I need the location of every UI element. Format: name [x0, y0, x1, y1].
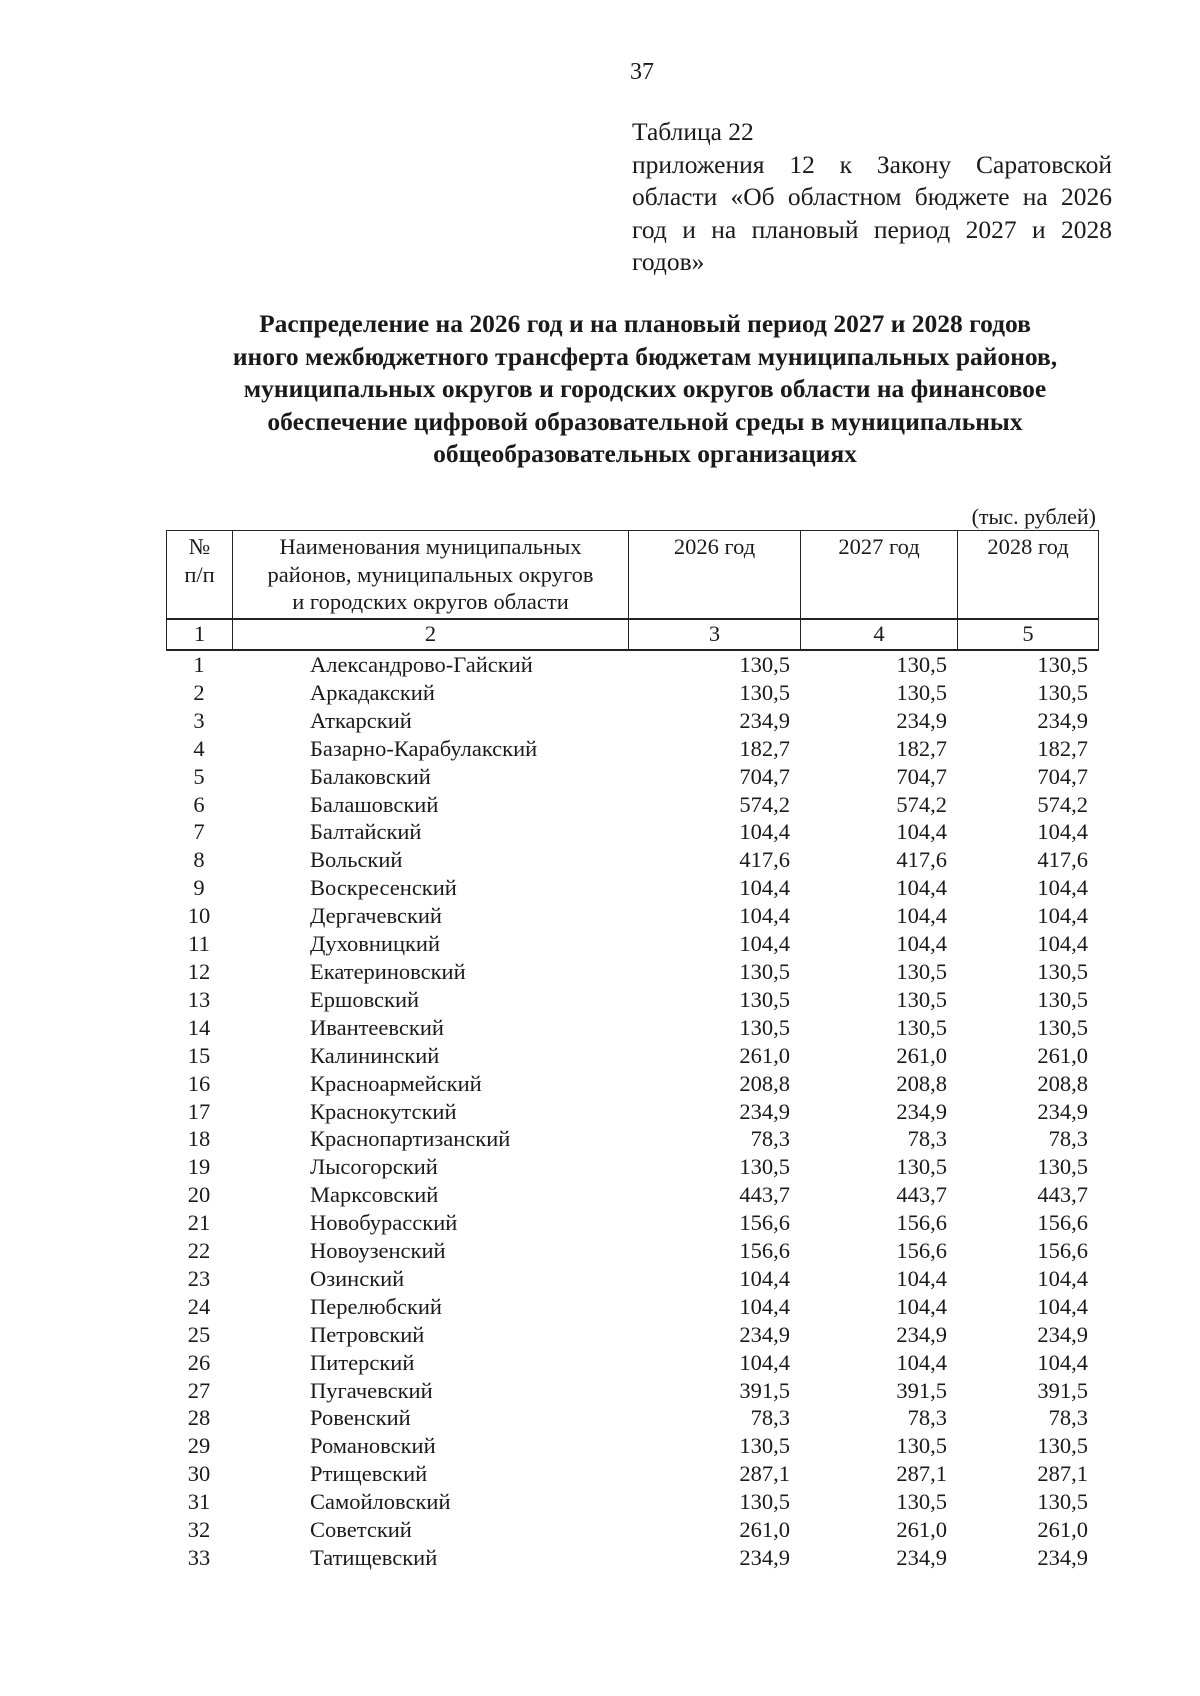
table-row: [166, 707, 1098, 735]
row-value-2028: 130,5: [1037, 986, 1088, 1012]
row-value-2026: 287,1: [739, 1461, 790, 1487]
row-value-2028: 104,4: [1037, 931, 1088, 957]
table-row: [166, 874, 1098, 902]
row-number: 7: [193, 819, 205, 845]
row-name: Воскресенский: [310, 875, 457, 901]
row-value-2028: 156,6: [1037, 1238, 1088, 1264]
table-row: [166, 679, 1098, 707]
row-value-2027: 234,9: [896, 1545, 947, 1570]
row-value-2027: 130,5: [896, 1433, 947, 1459]
row-value-2027: 104,4: [896, 1293, 947, 1319]
row-value-2026: 104,4: [739, 903, 790, 929]
row-number: 1: [193, 652, 205, 677]
row-value-2027: 234,9: [896, 707, 947, 733]
row-value-2028: 130,5: [1037, 679, 1088, 705]
row-value-2028: 156,6: [1037, 1210, 1088, 1236]
row-name: Екатериновский: [310, 958, 466, 984]
row-name: Советский: [310, 1517, 412, 1543]
row-value-2026: 130,5: [739, 1014, 790, 1040]
row-number: 33: [187, 1545, 211, 1570]
table-row: [166, 1516, 1098, 1544]
row-value-2026: 208,8: [739, 1070, 790, 1096]
table-row: [166, 1265, 1098, 1293]
row-value-2028: 130,5: [1037, 1154, 1088, 1180]
row-value-2028: 104,4: [1037, 1293, 1088, 1319]
row-number: 32: [187, 1517, 211, 1543]
row-value-2027: 261,0: [896, 1042, 947, 1068]
row-value-2026: 234,9: [739, 1545, 790, 1570]
row-name: Ершовский: [310, 986, 420, 1012]
row-name: Краснокутский: [310, 1098, 457, 1124]
row-number: 17: [187, 1098, 211, 1124]
row-value-2026: 104,4: [739, 1349, 790, 1375]
row-value-2026: 261,0: [739, 1517, 790, 1543]
table-row: [166, 651, 1098, 679]
row-value-2027: 104,4: [896, 1349, 947, 1375]
table-caption-label: Таблица 22: [632, 117, 754, 146]
row-value-2026: 391,5: [739, 1377, 790, 1403]
row-value-2027: 130,5: [896, 652, 947, 677]
row-value-2028: 104,4: [1037, 903, 1088, 929]
row-number: 4: [193, 735, 205, 761]
row-value-2027: 234,9: [896, 1098, 947, 1124]
column-header-row: [167, 531, 1099, 620]
row-value-2026: 104,4: [739, 819, 790, 845]
row-number: 12: [187, 958, 211, 984]
table-row: [166, 1321, 1098, 1349]
row-value-2026: 156,6: [739, 1210, 790, 1236]
document-title: [160, 308, 1130, 471]
table-row: [166, 1181, 1098, 1209]
row-value-2028: 130,5: [1037, 958, 1088, 984]
table-row: [166, 1125, 1098, 1153]
table-header: [166, 530, 1099, 651]
row-value-2028: 261,0: [1037, 1042, 1088, 1068]
table-row: [166, 1293, 1098, 1321]
row-value-2026: 104,4: [739, 875, 790, 901]
row-value-2027: 104,4: [896, 819, 947, 845]
row-name: Балашовский: [310, 791, 439, 817]
column-header-name: Наименования муниципальных районов, муниципальных округов и городских округов области: [233, 531, 629, 620]
row-value-2027: 104,4: [896, 1265, 947, 1291]
table-row: [166, 986, 1098, 1014]
row-value-2028: 78,3: [1048, 1405, 1088, 1431]
row-value-2026: 574,2: [739, 791, 790, 817]
table-row: [166, 735, 1098, 763]
row-value-2028: 287,1: [1037, 1461, 1088, 1487]
row-name: Питерский: [310, 1349, 415, 1375]
table-caption-body: приложения 12 к Закону Саратовской области «Об областном бюджете на 2026 год и на плановый период 2027 и 2028 годов»: [632, 149, 1112, 276]
row-name: Балтайский: [310, 819, 422, 845]
row-value-2027: 443,7: [896, 1182, 947, 1208]
row-name: Дергачевский: [310, 903, 442, 929]
row-value-2026: 704,7: [739, 763, 790, 789]
table-row: [166, 1042, 1098, 1070]
row-value-2028: 182,7: [1037, 735, 1088, 761]
row-value-2027: 417,6: [896, 847, 947, 873]
row-value-2028: 104,4: [1037, 875, 1088, 901]
row-value-2027: 261,0: [896, 1517, 947, 1543]
row-value-2027: 130,5: [896, 986, 947, 1012]
table-row: [166, 1460, 1098, 1488]
table-row: [166, 791, 1098, 819]
table-row: [166, 1209, 1098, 1237]
row-number: 13: [187, 986, 211, 1012]
row-name: Аркадакский: [310, 679, 435, 705]
row-name: Базарно-Карабулакский: [310, 735, 538, 761]
row-name: Аткарский: [310, 707, 412, 733]
row-name: Озинский: [310, 1265, 405, 1291]
row-name: Самойловский: [310, 1489, 451, 1515]
row-number: 6: [193, 791, 205, 817]
row-value-2026: 234,9: [739, 707, 790, 733]
row-value-2026: 130,5: [739, 652, 790, 677]
row-name: Красноармейский: [310, 1070, 482, 1096]
row-value-2026: 130,5: [739, 1154, 790, 1180]
row-number: 18: [187, 1126, 211, 1152]
row-value-2026: 417,6: [739, 847, 790, 873]
table-row: [166, 1014, 1098, 1042]
row-value-2026: 104,4: [739, 1265, 790, 1291]
table-row: [166, 958, 1098, 986]
column-header-number: № п/п: [167, 531, 233, 620]
row-value-2028: 234,9: [1037, 707, 1088, 733]
row-name: Балаковский: [310, 763, 431, 789]
row-number: 23: [187, 1265, 211, 1291]
row-name: Ровенский: [310, 1405, 411, 1431]
row-value-2027: 104,4: [896, 903, 947, 929]
row-name: Марксовский: [310, 1182, 439, 1208]
title-line: общеобразовательных организациях: [433, 439, 857, 468]
row-value-2027: 130,5: [896, 1489, 947, 1515]
row-name: Вольский: [310, 847, 403, 873]
row-value-2028: 417,6: [1037, 847, 1088, 873]
column-number: 1: [167, 619, 233, 650]
table-row: [166, 1404, 1098, 1432]
row-number: 11: [188, 931, 210, 957]
row-value-2028: 130,5: [1037, 1433, 1088, 1459]
row-value-2027: 156,6: [896, 1238, 947, 1264]
page-number: 37: [630, 59, 654, 85]
row-value-2027: 287,1: [896, 1461, 947, 1487]
row-number: 21: [187, 1210, 211, 1236]
row-name: Ртищевский: [310, 1461, 428, 1487]
row-number: 30: [187, 1461, 211, 1487]
row-value-2026: 78,3: [750, 1126, 790, 1152]
row-value-2028: 208,8: [1037, 1070, 1088, 1096]
row-number: 25: [187, 1321, 211, 1347]
row-value-2027: 104,4: [896, 875, 947, 901]
row-number: 22: [187, 1238, 211, 1264]
table-row: [166, 763, 1098, 791]
row-value-2028: 234,9: [1037, 1545, 1088, 1570]
row-name: Духовницкий: [310, 931, 441, 957]
row-value-2026: 104,4: [739, 1293, 790, 1319]
row-number: 3: [193, 707, 205, 733]
row-number: 8: [193, 847, 205, 873]
data-table: [166, 651, 1098, 1572]
column-number: 2: [233, 619, 629, 650]
column-header-2028: 2028 год: [958, 531, 1099, 620]
column-number: 4: [801, 619, 958, 650]
row-value-2026: 130,5: [739, 986, 790, 1012]
row-value-2028: 574,2: [1037, 791, 1088, 817]
row-name: Александрово-Гайский: [310, 652, 533, 677]
data-table-body: [166, 651, 1098, 1572]
row-value-2026: 156,6: [739, 1238, 790, 1264]
column-number: 5: [958, 619, 1099, 650]
table-row: [166, 1098, 1098, 1126]
row-value-2028: 130,5: [1037, 1489, 1088, 1515]
row-value-2027: 234,9: [896, 1321, 947, 1347]
table-row: [166, 930, 1098, 958]
row-name: Перелюбский: [310, 1293, 442, 1319]
row-name: Татищевский: [310, 1545, 438, 1570]
row-number: 14: [187, 1014, 211, 1040]
row-number: 19: [187, 1154, 211, 1180]
row-number: 28: [187, 1405, 211, 1431]
row-name: Пугачевский: [310, 1377, 433, 1403]
row-value-2026: 443,7: [739, 1182, 790, 1208]
row-value-2028: 234,9: [1037, 1321, 1088, 1347]
row-value-2028: 704,7: [1037, 763, 1088, 789]
row-name: Калининский: [310, 1042, 440, 1068]
row-value-2027: 78,3: [907, 1126, 947, 1152]
row-value-2028: 130,5: [1037, 1014, 1088, 1040]
table-row: [166, 1377, 1098, 1405]
row-value-2026: 130,5: [739, 679, 790, 705]
row-number: 9: [193, 875, 205, 901]
title-line: муниципальных округов и городских округов области на финансовое: [243, 374, 1047, 403]
column-number-row: [167, 619, 1099, 650]
row-value-2026: 130,5: [739, 1433, 790, 1459]
table-row: [166, 1488, 1098, 1516]
row-value-2027: 156,6: [896, 1210, 947, 1236]
row-value-2026: 130,5: [739, 1489, 790, 1515]
row-value-2028: 104,4: [1037, 1349, 1088, 1375]
title-line: Распределение на 2026 год и на плановый период 2027 и 2028 годов: [259, 309, 1031, 338]
table-row: [166, 818, 1098, 846]
row-value-2027: 78,3: [907, 1405, 947, 1431]
row-value-2028: 104,4: [1037, 1265, 1088, 1291]
table-row: [166, 1432, 1098, 1460]
row-number: 31: [187, 1489, 211, 1515]
row-name: Новоузенский: [310, 1238, 446, 1264]
row-name: Краснопартизанский: [310, 1126, 511, 1152]
table-row: [166, 902, 1098, 930]
row-value-2026: 261,0: [739, 1042, 790, 1068]
row-number: 10: [187, 903, 211, 929]
row-value-2027: 391,5: [896, 1377, 947, 1403]
row-value-2028: 391,5: [1037, 1377, 1088, 1403]
row-value-2026: 78,3: [750, 1405, 790, 1431]
column-number: 3: [629, 619, 801, 650]
units-label: (тыс. рублей): [971, 504, 1096, 529]
row-value-2028: 130,5: [1037, 652, 1088, 677]
row-value-2027: 104,4: [896, 931, 947, 957]
table-row: [166, 1237, 1098, 1265]
table-row: [166, 1349, 1098, 1377]
column-header-2027: 2027 год: [801, 531, 958, 620]
row-value-2027: 704,7: [896, 763, 947, 789]
row-value-2026: 130,5: [739, 958, 790, 984]
row-value-2028: 104,4: [1037, 819, 1088, 845]
row-value-2027: 130,5: [896, 958, 947, 984]
row-number: 15: [187, 1042, 211, 1068]
row-value-2026: 104,4: [739, 931, 790, 957]
row-value-2027: 130,5: [896, 1154, 947, 1180]
row-value-2027: 208,8: [896, 1070, 947, 1096]
row-number: 27: [187, 1377, 211, 1403]
row-number: 24: [187, 1293, 211, 1319]
title-line: обеспечение цифровой образовательной среды в муниципальных: [267, 406, 1023, 436]
row-name: Новобурасский: [310, 1210, 458, 1236]
row-value-2028: 443,7: [1037, 1182, 1088, 1208]
row-number: 20: [187, 1182, 211, 1208]
column-header-2026: 2026 год: [629, 531, 801, 620]
row-value-2027: 130,5: [896, 679, 947, 705]
title-line: иного межбюджетного трансферта бюджетам муниципальных районов,: [232, 341, 1058, 371]
table-caption: [632, 116, 1112, 279]
row-name: Лысогорский: [310, 1154, 438, 1180]
row-number: 5: [193, 763, 205, 789]
table-row: [166, 1544, 1098, 1572]
row-value-2026: 234,9: [739, 1321, 790, 1347]
row-number: 26: [187, 1349, 211, 1375]
row-value-2027: 130,5: [896, 1014, 947, 1040]
row-number: 16: [187, 1070, 211, 1096]
row-value-2028: 261,0: [1037, 1517, 1088, 1543]
table-row: [166, 846, 1098, 874]
row-value-2026: 234,9: [739, 1098, 790, 1124]
row-name: Петровский: [310, 1321, 425, 1347]
table-row: [166, 1070, 1098, 1098]
row-name: Романовский: [310, 1433, 436, 1459]
row-value-2026: 182,7: [739, 735, 790, 761]
row-number: 29: [187, 1433, 211, 1459]
table-row: [166, 1153, 1098, 1181]
row-value-2028: 78,3: [1048, 1126, 1088, 1152]
row-number: 2: [193, 679, 205, 705]
row-value-2027: 574,2: [896, 791, 947, 817]
row-value-2027: 182,7: [896, 735, 947, 761]
row-name: Ивантеевский: [310, 1014, 444, 1040]
row-value-2028: 234,9: [1037, 1098, 1088, 1124]
